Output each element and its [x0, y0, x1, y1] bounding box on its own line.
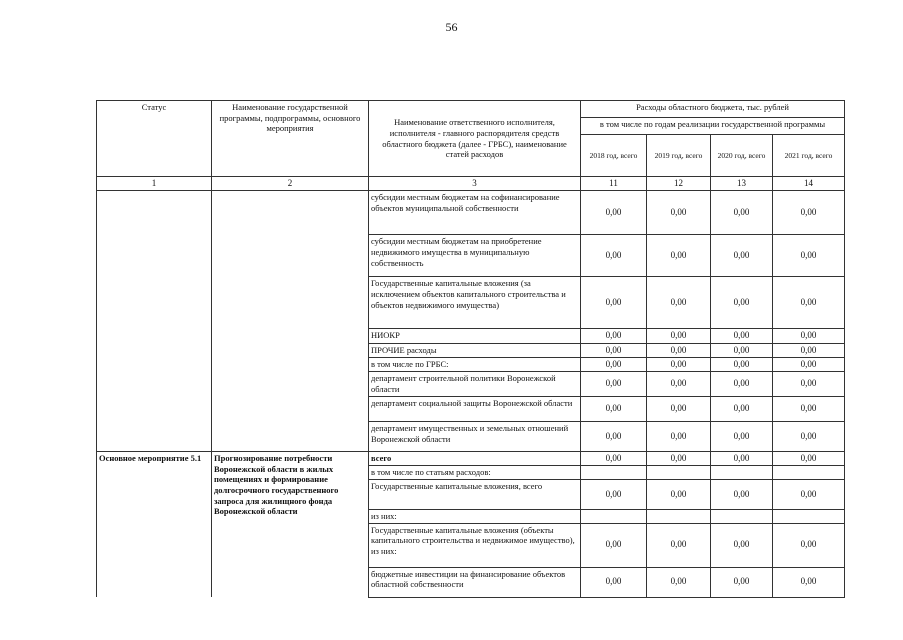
- value-cell: 0,00: [711, 479, 773, 509]
- value-cell: 0,00: [581, 357, 647, 371]
- value-cell: 0,00: [647, 191, 711, 235]
- status-cell-empty: [97, 191, 212, 452]
- value-cell: 0,00: [773, 191, 845, 235]
- value-cell: 0,00: [581, 523, 647, 567]
- row-label: Государственные капитальные вложения, всего: [369, 479, 581, 509]
- value-cell: 0,00: [773, 372, 845, 397]
- value-cell: 0,00: [647, 397, 711, 422]
- value-cell: 0,00: [711, 397, 773, 422]
- value-cell: 0,00: [711, 422, 773, 452]
- header-year-2021: 2021 год, всего: [773, 135, 845, 177]
- row-label: департамент строительной политики Воронежской области: [369, 372, 581, 397]
- row-label: всего: [369, 452, 581, 466]
- page-number: 56: [445, 20, 458, 34]
- value-cell: 0,00: [647, 452, 711, 466]
- value-cell: 0,00: [647, 343, 711, 357]
- value-cell: [773, 509, 845, 523]
- value-cell: 0,00: [711, 567, 773, 597]
- value-cell: 0,00: [773, 397, 845, 422]
- col-number: 13: [711, 177, 773, 191]
- budget-table: [96, 100, 845, 598]
- col-number: 11: [581, 177, 647, 191]
- value-cell: 0,00: [647, 357, 711, 371]
- col-number: 12: [647, 177, 711, 191]
- value-cell: 0,00: [647, 277, 711, 329]
- value-cell: 0,00: [647, 567, 711, 597]
- main-activity-name: Прогнозирование потребности Воронежской области в жилых помещениях и формирование долгосрочного государственного запроса для жилищного фонда Воронежской области: [212, 452, 369, 598]
- col-number: 14: [773, 177, 845, 191]
- value-cell: 0,00: [581, 372, 647, 397]
- col-number: 2: [212, 177, 369, 191]
- value-cell: [711, 509, 773, 523]
- value-cell: 0,00: [773, 343, 845, 357]
- value-cell: 0,00: [773, 235, 845, 277]
- row-label: субсидии местным бюджетам на софинансирование объектов муниципальной собственности: [369, 191, 581, 235]
- value-cell: 0,00: [773, 277, 845, 329]
- row-label: из них:: [369, 509, 581, 523]
- value-cell: 0,00: [581, 235, 647, 277]
- value-cell: [581, 509, 647, 523]
- value-cell: 0,00: [711, 235, 773, 277]
- row-label: Государственные капитальные вложения (за исключением объектов капитального строительства и объектов недвижимого имущества): [369, 277, 581, 329]
- value-cell: 0,00: [647, 235, 711, 277]
- col-number: 1: [97, 177, 212, 191]
- row-label: ПРОЧИЕ расходы: [369, 343, 581, 357]
- header-executor: Наименование ответственного исполнителя, исполнителя - главного распорядителя средств областного бюджета (далее - ГРБС), наименование статей расходов: [369, 101, 581, 177]
- header-by-years: в том числе по годам реализации государственной программы: [581, 118, 845, 135]
- value-cell: 0,00: [647, 523, 711, 567]
- value-cell: 0,00: [581, 422, 647, 452]
- value-cell: 0,00: [711, 277, 773, 329]
- header-year-2020: 2020 год, всего: [711, 135, 773, 177]
- value-cell: 0,00: [581, 343, 647, 357]
- value-cell: [647, 509, 711, 523]
- value-cell: 0,00: [773, 357, 845, 371]
- row-label: субсидии местным бюджетам на приобретение недвижимого имущества в муниципальную собственность: [369, 235, 581, 277]
- main-activity-status: Основное мероприятие 5.1: [97, 452, 212, 598]
- row-label: бюджетные инвестиции на финансирование объектов областной собственности: [369, 567, 581, 597]
- value-cell: 0,00: [711, 343, 773, 357]
- value-cell: 0,00: [581, 397, 647, 422]
- table-row: [97, 191, 845, 235]
- value-cell: 0,00: [581, 479, 647, 509]
- row-label: департамент имущественных и земельных отношений Воронежской области: [369, 422, 581, 452]
- row-label: в том числе по ГРБС:: [369, 357, 581, 371]
- value-cell: 0,00: [711, 372, 773, 397]
- row-label: в том числе по статьям расходов:: [369, 466, 581, 480]
- value-cell: [647, 466, 711, 480]
- value-cell: 0,00: [581, 277, 647, 329]
- value-cell: [711, 466, 773, 480]
- value-cell: 0,00: [581, 452, 647, 466]
- program-cell-empty: [212, 191, 369, 452]
- value-cell: 0,00: [773, 479, 845, 509]
- row-label: Государственные капитальные вложения (объекты капитального строительства и недвижимое имущество), из них:: [369, 523, 581, 567]
- value-cell: [581, 466, 647, 480]
- value-cell: 0,00: [711, 452, 773, 466]
- value-cell: 0,00: [773, 523, 845, 567]
- value-cell: 0,00: [581, 191, 647, 235]
- value-cell: 0,00: [581, 567, 647, 597]
- row-label: департамент социальной защиты Воронежской области: [369, 397, 581, 422]
- col-number: 3: [369, 177, 581, 191]
- header-year-2018: 2018 год, всего: [581, 135, 647, 177]
- value-cell: 0,00: [773, 329, 845, 343]
- value-cell: 0,00: [647, 329, 711, 343]
- value-cell: 0,00: [711, 191, 773, 235]
- header-expenses: Расходы областного бюджета, тыс. рублей: [581, 101, 845, 118]
- header-status: Статус: [97, 101, 212, 177]
- value-cell: [773, 466, 845, 480]
- header-year-2019: 2019 год, всего: [647, 135, 711, 177]
- row-label: НИОКР: [369, 329, 581, 343]
- value-cell: 0,00: [773, 567, 845, 597]
- value-cell: 0,00: [647, 372, 711, 397]
- value-cell: 0,00: [711, 329, 773, 343]
- header-program: Наименование государственной программы, подпрограммы, основного мероприятия: [212, 101, 369, 177]
- value-cell: 0,00: [773, 452, 845, 466]
- value-cell: 0,00: [581, 329, 647, 343]
- value-cell: 0,00: [647, 479, 711, 509]
- table-row: [97, 452, 845, 466]
- value-cell: 0,00: [711, 357, 773, 371]
- value-cell: 0,00: [773, 422, 845, 452]
- value-cell: 0,00: [711, 523, 773, 567]
- value-cell: 0,00: [647, 422, 711, 452]
